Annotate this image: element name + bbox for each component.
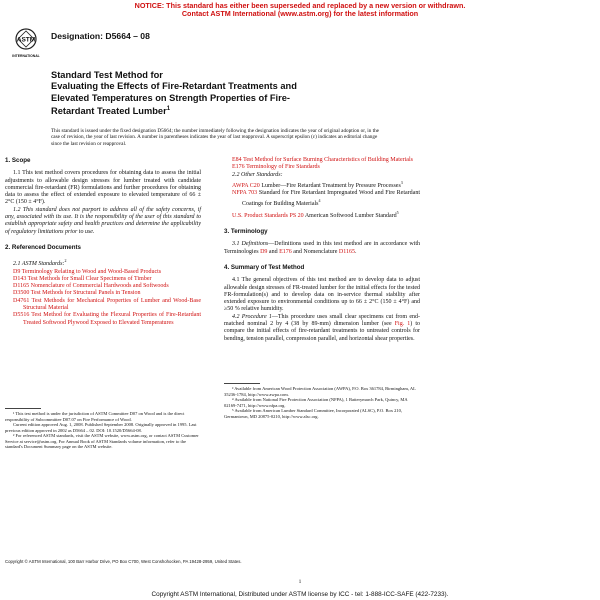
footnote-4: ⁴ Available from National Fire Protection Association (NFPA), 1 Batterymarch Park, Quincy, MA 02169-7471, http://www.nfpa.org.: [224, 397, 408, 408]
astm-footnote-mark: 2: [64, 258, 67, 264]
ref-title[interactable]: Test Methods for Small Clear Specimens of Timber: [27, 275, 152, 282]
procedure-1-text: ) to compare the initial effects of fire-retardant treatments to untreated controls for bending, tension parallel, compression parallel, and horizontal shear properties.: [224, 321, 420, 342]
logo-subtext: INTERNATIONAL: [12, 54, 40, 58]
copyright-line: Copyright © ASTM International, 100 Barr Harbor Drive, PO Box C700, West Conshohocken, PA 19428-2959, United States.: [5, 559, 242, 564]
other-ref-item[interactable]: [232, 179, 420, 190]
link-d9[interactable]: D9: [260, 248, 268, 255]
definitions-text: and: [267, 248, 280, 255]
astm-standards-list-cont: [232, 157, 420, 172]
definitions-text: .: [355, 248, 357, 255]
supersede-notice: [0, 2, 600, 18]
left-column: [5, 157, 201, 327]
issuance-note: This standard is issued under the fixed designation D5664; the number immediately following the designation indicates the year of original adoption or, in the case of revision, the year of last revision. A number in parentheses indicates the year of last reapproval. A superscript epsilon (ε) indicates an editorial change since the last revision or reapproval.: [51, 128, 379, 147]
astm-logo: [12, 26, 40, 60]
left-footnotes: [5, 408, 201, 450]
footnote-divider: [5, 408, 41, 409]
ref-title: American Softwood Lumber Standard: [304, 212, 397, 219]
ref-item[interactable]: [13, 298, 201, 313]
procedure-1-text: —This procedure uses small clear specimens cut from end-matched nominal 2 by 4 (38 by 89-mm) dimension lumber (see: [224, 313, 420, 328]
ref-code[interactable]: D3500: [13, 290, 30, 297]
referenced-heading: 2. Referenced Documents: [5, 243, 81, 251]
logo-text: ASTM: [16, 36, 36, 44]
ref-title: Lumber—Fire Retardant Treatment by Pressure Processes: [261, 182, 401, 189]
terminology-3-1: [224, 241, 420, 256]
scope-1-2: 1.2 This standard does not purport to address all of the safety concerns, if any, associated with its use. It is the responsibility of the user of this standard to establish appropriate safety and health practices and determine the applicability of regulatory limitations prior to use.: [5, 206, 201, 235]
title-line-1: Standard Test Method for: [51, 70, 163, 80]
other-ref-item[interactable]: [232, 209, 420, 220]
other-standards-list: [232, 179, 420, 220]
ref-footnote-mark: 4: [318, 198, 321, 204]
summary-4-1: 4.1 The general objectives of this test method are to develop data to adjust allowable design stresses of FR-treated lumber for the initial effects for the tested FR-formulation(s) and to develop data on in-service thermal stability after extended exposure to environmental conditions up to 66 ± 2°C (150 ± 4°F) and ≥50 % relative humidity.: [224, 277, 420, 313]
link-e176[interactable]: E176: [279, 248, 292, 255]
ref-title[interactable]: Test Method for Surface Burning Characteristics of Building Materials: [243, 157, 413, 163]
ref-code[interactable]: U.S. Product Standards PS 20: [232, 212, 304, 219]
ref-code[interactable]: AWPA C20: [232, 182, 260, 189]
other-standards-label: 2.2 Other Standards:: [232, 171, 283, 178]
title-line-3: Elevated Temperatures on Strength Properties of Fire-: [51, 92, 291, 103]
link-d1165[interactable]: D1165: [338, 248, 356, 255]
astm-standards-list: [13, 269, 201, 327]
ref-code[interactable]: D5516: [13, 312, 30, 319]
title-footnote-mark: 1: [166, 106, 171, 113]
scope-heading: 1. Scope: [5, 157, 31, 164]
footnote-2: ² For referenced ASTM standards, visit the ASTM website, www.astm.org, or contact ASTM Customer Service at service@astm.org. For Annual Book of ASTM Standards volume information, refer to the standard's Document Summary page on the ASTM website.: [5, 433, 199, 449]
ref-title[interactable]: Test Method for Evaluating the Flexural Properties of Fire-Retardant Treated Softwood Plywood Exposed to Elevated Temperatures: [23, 312, 201, 326]
definitions-label: 3.1 Definitions: [232, 241, 269, 248]
definitions-text: and Nomenclature: [291, 248, 339, 255]
procedure-1-label: 4.2 Procedure 1: [232, 313, 272, 320]
footnote-3: ³ Available from American Wood Protection Association (AWPA), P.O. Box 361784, Birmingham, AL 35236-1784, http://www.awpa.com.: [224, 386, 416, 397]
ref-code[interactable]: D143: [13, 275, 27, 282]
summary-heading: 4. Summary of Test Method: [224, 263, 305, 271]
definitions-text: —Definitions used in this test method are in accordance with Terminologies: [224, 241, 421, 255]
right-footnotes: [224, 383, 420, 419]
ref-title[interactable]: Test Methods for Mechanical Properties of Lumber and Wood-Base Structural Material: [23, 297, 201, 312]
link-fig-1[interactable]: Fig. 1: [394, 321, 411, 328]
ref-code[interactable]: D9: [13, 268, 21, 275]
terminology-heading: 3. Terminology: [224, 228, 268, 236]
ref-item[interactable]: [13, 290, 201, 297]
scope-1-1: 1.1 This test method covers procedures for obtaining data to assess the initial adjustments to allowable design stresses for lumber treated with candidate commercial fire-retardant (FR) formulations and further procedures for obtaining data to assess the effect of extended exposure to elevated temperature of 66 ± 2°C (150 ± 4°F).: [5, 170, 201, 206]
footnote-1-edition: Current edition approved Aug. 1, 2008. Published September 2008. Originally approved in 1995. Last previous edition approved in 2002 as D5664 – 02. DOI: 10.1520/D5664-08.: [5, 422, 197, 433]
ref-footnote-mark: 5: [396, 209, 399, 215]
designation: Designation: D5664 – 08: [51, 31, 150, 41]
notice-line-1: NOTICE: This standard has either been superseded and replaced by a new version or withdrawn.: [134, 1, 466, 10]
ref-code[interactable]: E84: [232, 157, 242, 163]
footnote-1: ¹ This test method is under the jurisdiction of ASTM Committee D07 on Wood and is the direct responsibility of Subcommittee D07.07 on Fire Performance of Wood.: [5, 411, 185, 422]
astm-standards-label: 2.1 ASTM Standards:: [13, 261, 65, 268]
document-title: [51, 70, 371, 118]
ref-title[interactable]: Test Methods for Structural Panels in Tension: [30, 290, 141, 297]
title-line-2: Evaluating the Effects of Fire-Retardant Treatments and: [51, 81, 297, 92]
ref-title[interactable]: Terminology of Fire Standards: [246, 164, 320, 171]
title-line-4: Retardant Treated Lumber: [51, 106, 167, 117]
ref-code[interactable]: D4761: [13, 297, 30, 304]
ref-title[interactable]: Nomenclature of Commercial Hardwoods and Softwoods: [30, 283, 169, 290]
ref-code[interactable]: E176: [232, 164, 245, 171]
notice-line-2: Contact ASTM International (www.astm.org) for the latest information: [181, 9, 419, 18]
footnote-divider: [224, 383, 260, 384]
ref-item[interactable]: [232, 164, 420, 171]
ref-title[interactable]: Terminology Relating to Wood and Wood-Based Products: [21, 268, 162, 275]
summary-4-2: [224, 314, 420, 343]
footnote-5: ⁵ Available from American Lumber Standard Committee, Incorporated (ALSC), P.O. Box 210, Germantown, MD 20875-0210, http://www.alsc.org.: [224, 408, 402, 419]
license-footer: Copyright ASTM International, Distributed under ASTM license by ICC - tel: 1-888-ICC-SAFE (422-7233).: [151, 591, 449, 598]
page-number: 1: [298, 579, 302, 585]
right-column: [224, 157, 420, 343]
other-ref-item[interactable]: [232, 190, 420, 209]
ref-footnote-mark: 3: [400, 179, 403, 185]
ref-item[interactable]: [13, 269, 201, 276]
ref-item[interactable]: [13, 312, 201, 327]
ref-code[interactable]: NFPA 703: [232, 190, 258, 197]
ref-code[interactable]: D1165: [13, 283, 30, 290]
ref-title: Standard for Fire Retardant Impregnated Wood and Fire Retardant Coatings for Building Materials: [242, 190, 421, 208]
